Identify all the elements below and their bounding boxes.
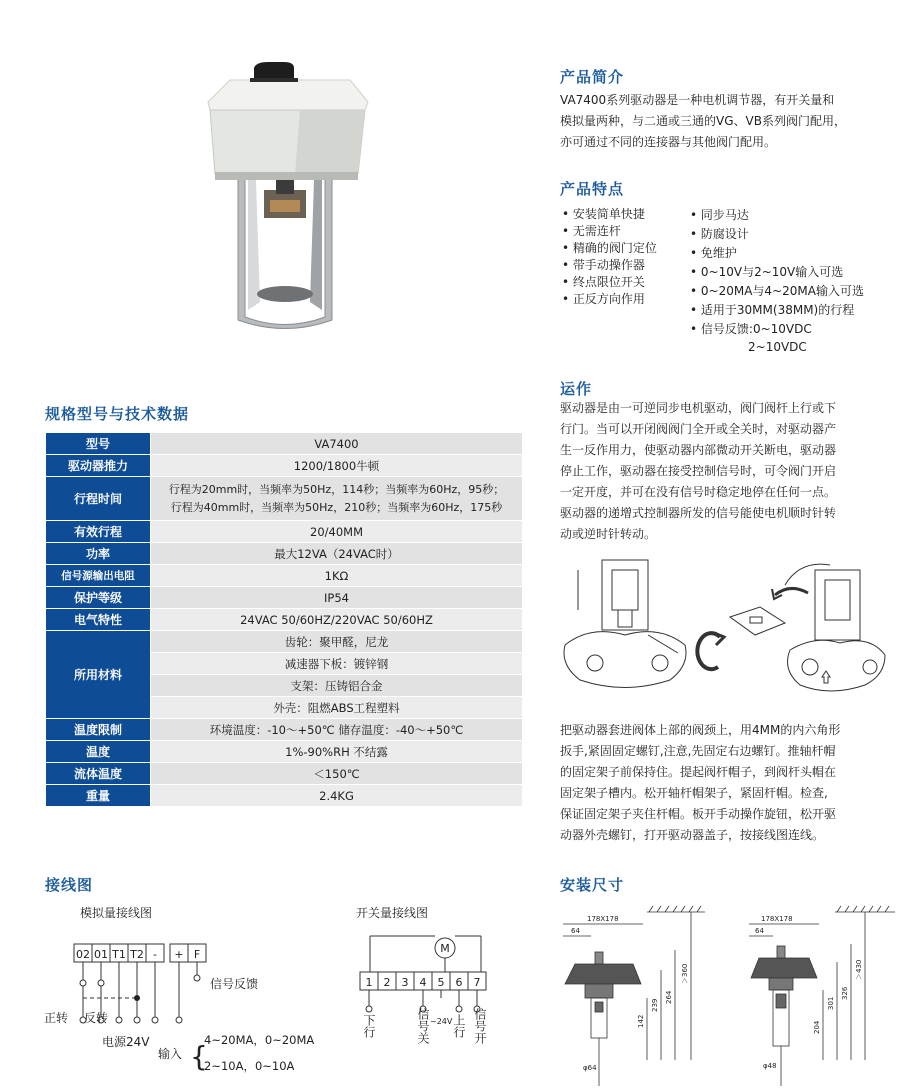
dim-total: ＞430 <box>855 959 863 980</box>
dimensions-heading: 安装尺寸 <box>560 876 625 894</box>
list-item: • 终点限位开关 <box>562 274 692 291</box>
product-photo <box>190 62 380 330</box>
row-label: 功率 <box>46 543 151 565</box>
text-line: 停止工作，驱动器在接受控制信号时，可令阀门开启 <box>560 464 837 478</box>
terminal-label: 2 <box>383 976 391 989</box>
list-item: • 0~20MA与4~20MA输入可选 <box>690 282 900 301</box>
row-label: 行程时间 <box>46 477 151 521</box>
row-value: 2.4KG <box>151 785 523 807</box>
intro-heading: 产品简介 <box>560 68 625 86</box>
terminal-label: 02 <box>76 948 90 961</box>
input-option: 2~10A，0~10A <box>204 1059 295 1073</box>
list-item: • 同步马达 <box>690 206 900 225</box>
install-instructions <box>560 720 890 846</box>
row-value: 齿轮：聚甲醛，尼龙 <box>151 631 523 653</box>
operation-heading: 运作 <box>560 380 593 398</box>
list-item: • 无需连杆 <box>562 223 692 240</box>
list-item: • 防腐设计 <box>690 225 900 244</box>
wiring-heading: 接线图 <box>45 876 94 894</box>
terminal-label: T2 <box>130 948 144 961</box>
list-item: • 带手动操作器 <box>562 257 692 274</box>
table-row <box>46 785 523 807</box>
row-label: 重量 <box>46 785 151 807</box>
down-label: 下行 <box>362 1014 376 1038</box>
text-line: 固定架子槽内。松开轴杆帽架子，紧固杆帽。检查, <box>560 786 828 800</box>
text-line: 动或逆时针转动。 <box>560 527 657 541</box>
row-label: 温度 <box>46 741 151 763</box>
table-row <box>46 521 523 543</box>
terminal-label: 6 <box>455 976 463 989</box>
operation-text <box>560 398 890 545</box>
row-label: 流体温度 <box>46 763 151 785</box>
text-line: 生一反作用力，使驱动器内部微动开关断电，驱动器 <box>560 443 837 457</box>
switch-wiring-diagram <box>350 900 510 1086</box>
input-option: 4~20MA，0~20MA <box>204 1033 315 1047</box>
table-row <box>46 477 523 521</box>
text-line: 行门。当可以开闭阀阀门全开或全关时，对驱动器产 <box>560 422 837 436</box>
dim-width: 178X178 <box>587 915 619 923</box>
table-row <box>46 631 523 653</box>
spec-table <box>45 432 523 807</box>
feedback-label: 信号反馈 <box>210 977 259 991</box>
text-line: 扳手,紧固固定螺钉,注意,先固定右边螺钉。推轴杆帽 <box>560 744 836 758</box>
list-item: • 0~10V与2~10V输入可选 <box>690 263 900 282</box>
analog-wiring-diagram <box>40 900 340 1086</box>
table-row <box>46 587 523 609</box>
terminal-label: F <box>193 948 201 961</box>
voltage-label: ~24V <box>430 1017 453 1026</box>
row-value: IP54 <box>151 587 523 609</box>
table-row <box>46 719 523 741</box>
diagram-title: 开关量接线图 <box>356 906 429 920</box>
row-label: 所用材料 <box>46 631 151 719</box>
text-line: 的固定架子前保持住。提起阀杆帽子，到阀杆头帽在 <box>560 765 837 779</box>
row-value: 1200/1800牛顿 <box>151 455 523 477</box>
terminal-label: + <box>174 948 184 961</box>
row-label: 信号源输出电阻 <box>46 565 151 587</box>
up-label: 上行 <box>452 1014 466 1038</box>
intro-line: VA7400系列驱动器是一种电机调节器，有开关量和 <box>560 93 835 107</box>
list-item: • 适用于30MM(38MM)的行程 <box>690 301 900 320</box>
dim-stem: φ64 <box>583 1064 597 1072</box>
motor-label: M <box>440 942 450 955</box>
list-item: • 信号反馈:0~10VDC <box>690 320 900 339</box>
travel-time-line: 行程为40mm时，当频率为50Hz，210秒；当频率为60Hz，175秒 <box>170 500 503 514</box>
terminal-label: 4 <box>419 976 427 989</box>
list-item: • 安装简单快捷 <box>562 206 692 223</box>
table-row <box>46 609 523 631</box>
table-row <box>46 763 523 785</box>
intro-text <box>560 90 890 153</box>
dim-width: 178X178 <box>761 915 793 923</box>
terminal-label: 01 <box>94 948 108 961</box>
terminal-label: 1 <box>365 976 373 989</box>
row-value: 24VAC 50/60HZ/220VAC 50/60HZ <box>151 609 523 631</box>
brace-icon: { <box>190 1040 208 1073</box>
row-label: 保护等级 <box>46 587 151 609</box>
table-row <box>46 565 523 587</box>
row-label: 驱动器推力 <box>46 455 151 477</box>
row-value: VA7400 <box>151 433 523 455</box>
row-value <box>151 477 523 521</box>
text-line: 把驱动器套进阀体上部的阀颈上，用4MM的内六角形 <box>560 723 841 737</box>
feedback-extra: 2~10VDC <box>748 340 807 354</box>
list-item: • 正反方向作用 <box>562 291 692 308</box>
forward-label: 正转 <box>44 1011 69 1025</box>
terminal-label: 7 <box>473 976 481 989</box>
features-list-left <box>562 206 692 308</box>
dim-total: ＞360 <box>681 963 689 984</box>
row-value: 外壳：阻燃ABS工程塑料 <box>151 697 523 719</box>
table-row <box>46 741 523 763</box>
row-value: ＜150℃ <box>151 763 523 785</box>
row-value: 1%-90%RH 不结露 <box>151 741 523 763</box>
row-value: 1KΩ <box>151 565 523 587</box>
text-line: 一定开度，并可在没有信号时稳定地停在任何一点。 <box>560 485 837 499</box>
row-value: 支架：压铸铝合金 <box>151 675 523 697</box>
dim-h1: 142 <box>637 1014 645 1028</box>
dim-h2: 239 <box>651 998 659 1012</box>
intro-line: 亦可通过不同的连接器与其他阀门配用。 <box>560 135 777 149</box>
terminal-label: 3 <box>401 976 409 989</box>
dim-h1: 204 <box>813 1020 821 1034</box>
diagram-title: 模拟量接线图 <box>80 906 153 920</box>
input-label: 输入 <box>158 1047 183 1061</box>
row-value: 减速器下板：镀锌钢 <box>151 653 523 675</box>
dim-h3: 326 <box>841 986 849 1000</box>
terminal-label: T1 <box>112 948 126 961</box>
dim-offset: 64 <box>571 927 580 935</box>
dim-h3: 264 <box>665 990 673 1004</box>
row-value: 最大12VA（24VAC时） <box>151 543 523 565</box>
power-label: 电源24V <box>102 1035 150 1049</box>
intro-line: 模拟量两种，与二通或三通的VG、VB系列阀门配用， <box>560 114 846 128</box>
text-line: 保证固定架子夹住杆帽。板开手动操作旋钮，松开驱 <box>560 807 837 821</box>
text-line: 驱动器是由一可逆同步电机驱动，阀门阀杆上行或下 <box>560 401 837 415</box>
signal-close-label: 信号关 <box>416 1008 430 1044</box>
table-row <box>46 543 523 565</box>
terminal-label: - <box>153 948 157 961</box>
features-list-right <box>690 206 900 356</box>
text-line: 驱动器的递增式控制器所发的信号能使电机顺时针转 <box>560 506 837 520</box>
installation-illustration <box>560 555 890 700</box>
row-label: 型号 <box>46 433 151 455</box>
row-label: 电气特性 <box>46 609 151 631</box>
reverse-label: 反转 <box>84 1011 109 1025</box>
row-label: 有效行程 <box>46 521 151 543</box>
features-heading: 产品特点 <box>560 180 625 198</box>
list-item: • 精确的阀门定位 <box>562 240 692 257</box>
row-value: 环境温度：-10～+50℃ 储存温度：-40～+50℃ <box>151 719 523 741</box>
list-item: • 免维护 <box>690 244 900 263</box>
row-value: 20/40MM <box>151 521 523 543</box>
terminal-label: 5 <box>437 976 445 989</box>
table-row <box>46 433 523 455</box>
dim-offset: 64 <box>755 927 764 935</box>
row-label: 温度限制 <box>46 719 151 741</box>
travel-time-line: 行程为20mm时，当频率为50Hz，114秒；当频率为60Hz，95秒； <box>168 482 505 496</box>
dim-stem: φ48 <box>763 1062 777 1070</box>
dimension-drawings <box>555 900 905 1086</box>
signal-open-label: 信号开 <box>473 1008 487 1044</box>
table-row <box>46 455 523 477</box>
dim-h2: 301 <box>827 996 835 1010</box>
text-line: 动器外壳螺钉，打开驱动器盖子，按接线图连线。 <box>560 828 825 842</box>
spec-heading: 规格型号与技术数据 <box>45 405 190 423</box>
